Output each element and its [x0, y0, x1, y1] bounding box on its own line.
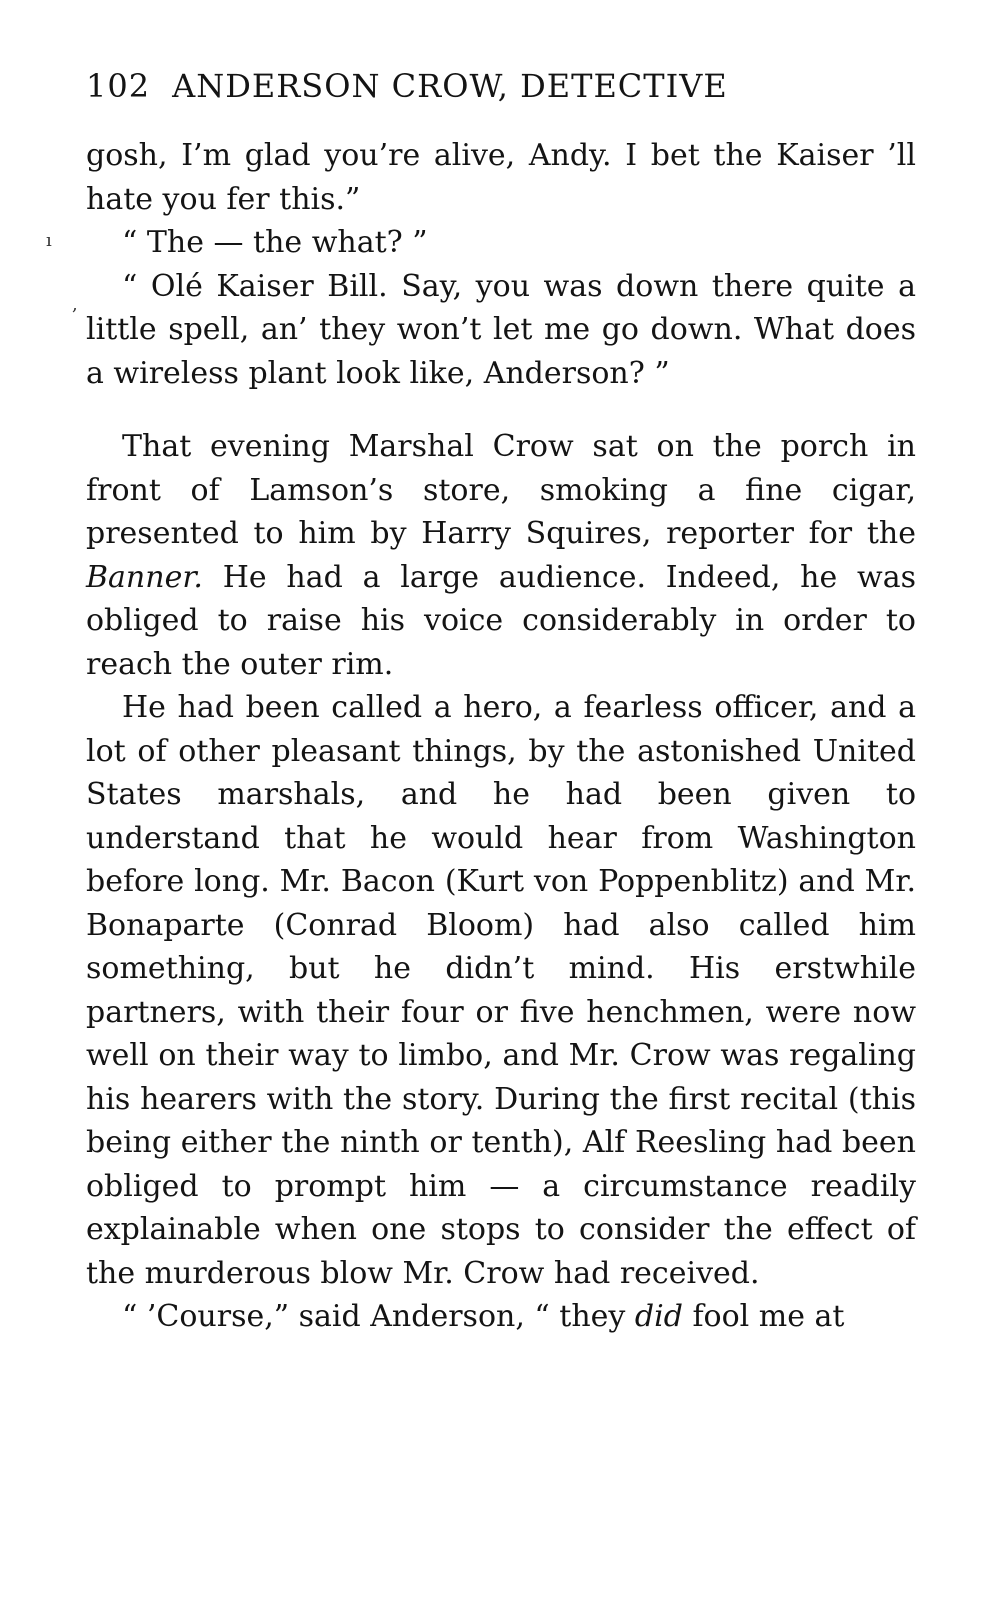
paragraph-1	[86, 134, 916, 221]
text-span: That evening Marshal Crow sat on the porch in front of Lamson’s store, smoking a fine cigar, presented to him by Harry Squires, reporter for the	[86, 429, 916, 551]
paragraph-4	[86, 425, 916, 686]
running-title: ANDERSON CROW, DETECTIVE	[172, 67, 728, 105]
paragraph-6	[86, 1295, 916, 1339]
italic-text-span: Banner.	[86, 559, 203, 595]
text-span: He had been called a hero, a fearless officer, and a lot of other pleasant things, by the astonished United States marshals, and he had been given to understand that he would hear from Washington before long. Mr. Bacon (Kurt von Poppenblitz) and Mr. Bonaparte (Conrad Bloom) had also called him something, but he didn’t mind. His erstwhile partners, with their four or five henchmen, were now well on their way to limbo, and Mr. Crow was regaling his hearers with the story. During the first recital (this being either the ninth or tenth), Alf Reesling had been obliged to prompt him — a circumstance readily explainable when one stops to consider the effect of the murderous blow Mr. Crow had received.	[86, 690, 916, 1291]
margin-mark: ,	[72, 294, 78, 315]
text-span: “ The — the what? ”	[122, 225, 428, 260]
paragraph-3	[86, 265, 916, 396]
text-span: He had a large audience. Indeed, he was obliged to raise his voice considerably in order to reach the outer rim.	[86, 559, 916, 682]
paragraph-2	[86, 221, 916, 265]
margin-mark: ı	[46, 230, 52, 251]
running-header	[86, 66, 916, 106]
text-span: “ Olé Kaiser Bill. Say, you was down there quite a little spell, an’ they won’t let me go down. What does a wireless plant look like, Anderson? ”	[86, 268, 916, 391]
body-text	[86, 134, 916, 1339]
italic-text-span: did	[634, 1299, 683, 1334]
text-span: “ ’Course,” said Anderson, “ they	[122, 1299, 635, 1334]
paragraph-5	[86, 686, 916, 1295]
text-span: fool me at	[682, 1299, 845, 1334]
page-number: 102	[86, 67, 151, 105]
text-span: gosh, I’m glad you’re alive, Andy. I bet the Kaiser ’ll hate you fer this.”	[86, 138, 916, 217]
